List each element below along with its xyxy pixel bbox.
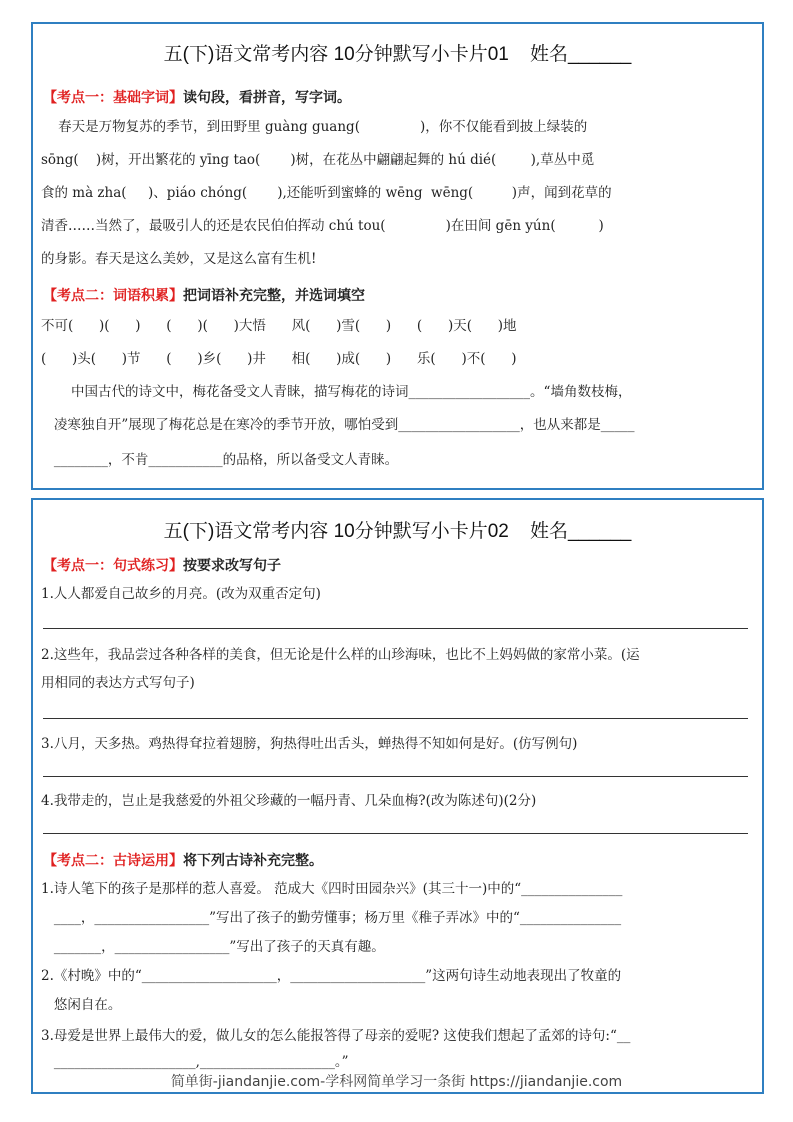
section-instruction: 按要求改写句子: [183, 557, 281, 573]
question-1: 1.人人都爱自己故乡的月亮。(改为双重否定句): [41, 586, 321, 602]
footer-watermark: 简单街-jiandanjie.com-学科网简单学习一条街 https://jiandanjie.com: [170, 1074, 623, 1090]
section-tag: 【考点二：词语积累】: [43, 287, 183, 303]
section-heading-sentence-practice: [43, 555, 281, 575]
passage-line: 春天是万物复苏的季节，到田野里 guàng guang( )，你不仅能看到披上绿装的: [41, 119, 588, 135]
idiom-row: 不可( )( ) ( )( )大悟 风( )雪( ) ( )天( )地: [41, 318, 517, 334]
poem-question-line: _______，_________________”写出了孩子的天真有趣。: [41, 939, 385, 955]
passage-line: 的身影。春天是这么美妙，又是这么富有生机!: [41, 251, 317, 267]
poem-question-line: 1.诗人笔下的孩子是那样的惹人喜爱。 范成大《四时田园杂兴》(其三十一)中的“_______________: [41, 881, 623, 897]
section-tag: 【考点一：基础字词】: [43, 89, 183, 105]
fill-line: 凌寒独自开”展现了梅花总是在寒冷的季节开放，哪怕受到__________________，也从来都是_____: [41, 417, 635, 433]
card-title: 五(下)语文常考内容 10分钟默写小卡片01 姓名______: [163, 44, 632, 65]
question-4: 4.我带走的，岂止是我慈爱的外祖父珍藏的一幅丹青、几朵血梅?(改为陈述句)(2分): [41, 793, 537, 809]
poem-question-line: ____，_________________”写出了孩子的勤劳懂事；杨万里《稚子弄冰》中的“_______________: [41, 910, 622, 926]
answer-line[interactable]: [43, 776, 748, 777]
dictation-card-01: [31, 22, 764, 490]
question-3: 3.八月，天多热。鸡热得耷拉着翅膀，狗热得吐出舌头，蝉热得不知如何是好。(仿写例句): [41, 736, 578, 752]
fill-line: ________，不肯___________的品格，所以备受文人青睐。: [41, 452, 399, 468]
idiom-row: ( )头( )节 ( )乡( )井 相( )成( ) 乐( )不( ): [41, 351, 517, 367]
section-tag: 【考点一：句式练习】: [43, 557, 183, 573]
answer-line[interactable]: [43, 628, 748, 629]
answer-line[interactable]: [43, 833, 748, 834]
section-instruction: 把词语补充完整，并选词填空: [183, 287, 365, 303]
section-heading-vocabulary: [43, 285, 365, 305]
poem-question-line: 2.《村晚》中的“____________________，____________________”这两句诗生动地表现出了牧童的: [41, 968, 622, 984]
passage-line: sōng( )树，开出繁花的 yīng tao( )树，在花丛中翩翩起舞的 hú dié( ),草丛中觅: [41, 152, 595, 168]
dictation-card-02: [31, 498, 764, 1094]
poem-question-line: _____________________,____________________。”: [41, 1054, 349, 1070]
answer-line[interactable]: [43, 718, 748, 719]
fill-line: 中国古代的诗文中，梅花备受文人青睐，描写梅花的诗词__________________。“墙角数枝梅，: [41, 384, 632, 400]
poem-question-line: 悠闲自在。: [41, 997, 122, 1013]
poem-question-line: 3.母爱是世界上最伟大的爱，做儿女的怎么能报答得了母亲的爱呢? 这使我们想起了孟郊的诗句:“__: [41, 1028, 631, 1044]
passage-line: 食的 mà zha( )、piáo chóng( ),还能听到蜜蜂的 wēng wēng( )声，闻到花草的: [41, 185, 612, 201]
question-2-cont: 用相同的表达方式写句子): [41, 675, 195, 691]
section-instruction: 读句段，看拼音，写字词。: [183, 89, 351, 105]
section-heading-basic-words: [43, 87, 351, 107]
section-tag: 【考点二：古诗运用】: [43, 852, 183, 868]
section-instruction: 将下列古诗补充完整。: [183, 852, 323, 868]
section-heading-poetry: [43, 850, 323, 870]
passage-line: 清香……当然了，最吸引人的还是农民伯伯挥动 chú tou( )在田间 gēn yún( ): [41, 218, 604, 234]
card-title: 五(下)语文常考内容 10分钟默写小卡片02 姓名______: [163, 521, 632, 542]
question-2: 2.这些年，我品尝过各种各样的美食，但无论是什么样的山珍海味，也比不上妈妈做的家常小菜。(运: [41, 647, 640, 663]
